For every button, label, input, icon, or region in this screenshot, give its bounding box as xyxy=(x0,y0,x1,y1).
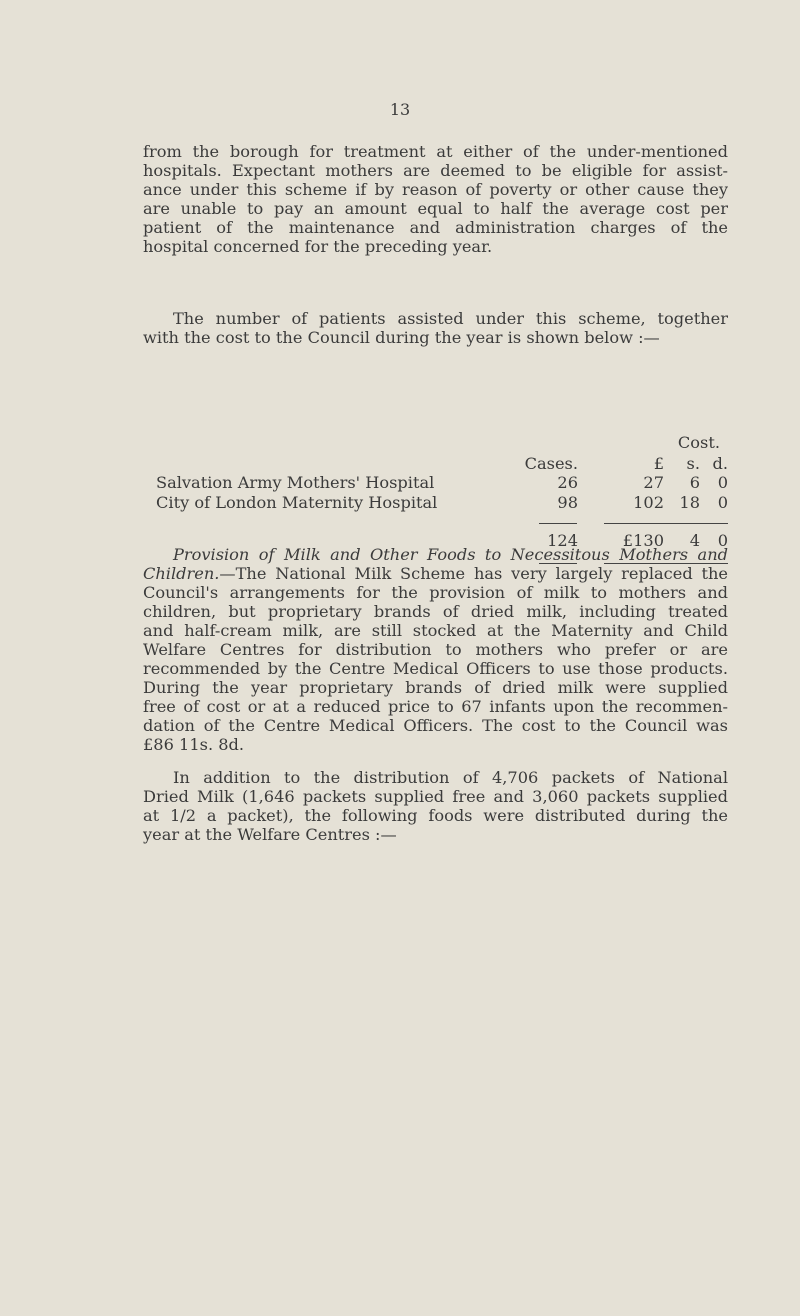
text-line: ance under this scheme if by reason of poverty or other cause they xyxy=(143,180,728,199)
cases-value: 98 xyxy=(557,493,578,512)
total-shillings: 4 xyxy=(689,531,700,550)
total-pence: 0 xyxy=(717,531,728,550)
text-line: and half-cream milk, are still stocked at the Maternity and Child xyxy=(143,621,728,640)
paragraph-patients-assisted xyxy=(143,309,728,347)
text-fragment: —The National Milk Scheme has very largely replaced the xyxy=(219,564,728,583)
text-line: patient of the maintenance and administration charges of the xyxy=(143,218,728,237)
text-line: children, but proprietary brands of dried milk, including treated xyxy=(143,602,728,621)
pence-value: 0 xyxy=(717,493,728,512)
paragraph-milk-provision xyxy=(143,545,728,754)
header-cases: Cases. xyxy=(524,454,578,473)
header-shillings: s. xyxy=(686,454,700,473)
text-line: In addition to the distribution of 4,706 packets of National xyxy=(173,768,728,787)
text-line: year at the Welfare Centres :— xyxy=(143,825,397,844)
text-line: at 1/2 a packet), the following foods were distributed during the xyxy=(143,806,728,825)
total-cases: 124 xyxy=(547,531,578,550)
page-number: 13 xyxy=(389,100,411,119)
text-line: from the borough for treatment at either of the under-mentioned xyxy=(143,142,728,161)
total-pounds: £130 xyxy=(622,531,664,550)
text-line: During the year proprietary brands of dried milk were supplied xyxy=(143,678,728,697)
hospital-name: Salvation Army Mothers' Hospital xyxy=(156,473,435,492)
header-pence: d. xyxy=(712,454,728,473)
pounds-value: 27 xyxy=(643,473,664,492)
text-line: Dried Milk (1,646 packets supplied free and 3,060 packets supplied xyxy=(143,787,728,806)
table-row xyxy=(143,473,728,492)
text-line: hospital concerned for the preceding year. xyxy=(143,237,493,256)
text-line: £86 11s. 8d. xyxy=(143,735,245,754)
text-line: dation of the Centre Medical Officers. The cost to the Council was xyxy=(143,716,728,735)
divider xyxy=(604,523,728,524)
hospital-name: City of London Maternity Hospital xyxy=(156,493,438,512)
text-line xyxy=(143,545,728,564)
table-header-row xyxy=(143,454,728,473)
text-line: free of cost or at a reduced price to 67 infants upon the recommen- xyxy=(143,697,728,716)
paragraph-national-dried-milk xyxy=(143,768,728,844)
cost-header: Cost. xyxy=(677,433,720,452)
text-line xyxy=(143,564,728,583)
pounds-value: 102 xyxy=(633,493,664,512)
shillings-value: 6 xyxy=(689,473,700,492)
paragraph-hospital-eligibility xyxy=(143,142,728,256)
table-cost-header-row xyxy=(143,433,728,452)
section-heading-cont: Children. xyxy=(143,564,220,583)
text-line: recommended by the Centre Medical Officers to use those products. xyxy=(143,659,728,678)
text-line: Council's arrangements for the provision of milk to mothers and xyxy=(143,583,728,602)
text-line: are unable to pay an amount equal to half the average cost per xyxy=(143,199,728,218)
cases-value: 26 xyxy=(557,473,578,492)
shillings-value: 18 xyxy=(679,493,700,512)
text-line: with the cost to the Council during the year is shown below :— xyxy=(143,328,660,347)
text-line: The number of patients assisted under this scheme, together xyxy=(173,309,728,328)
section-heading: Provision of Milk and Other Foods to Necessitous Mothers and xyxy=(173,545,728,564)
pence-value: 0 xyxy=(717,473,728,492)
text-line: Welfare Centres for distribution to mothers who prefer or are xyxy=(143,640,728,659)
header-pounds: £ xyxy=(653,454,664,473)
table-row xyxy=(143,493,728,512)
divider xyxy=(539,523,577,524)
text-line: hospitals. Expectant mothers are deemed to be eligible for assist- xyxy=(143,161,728,180)
